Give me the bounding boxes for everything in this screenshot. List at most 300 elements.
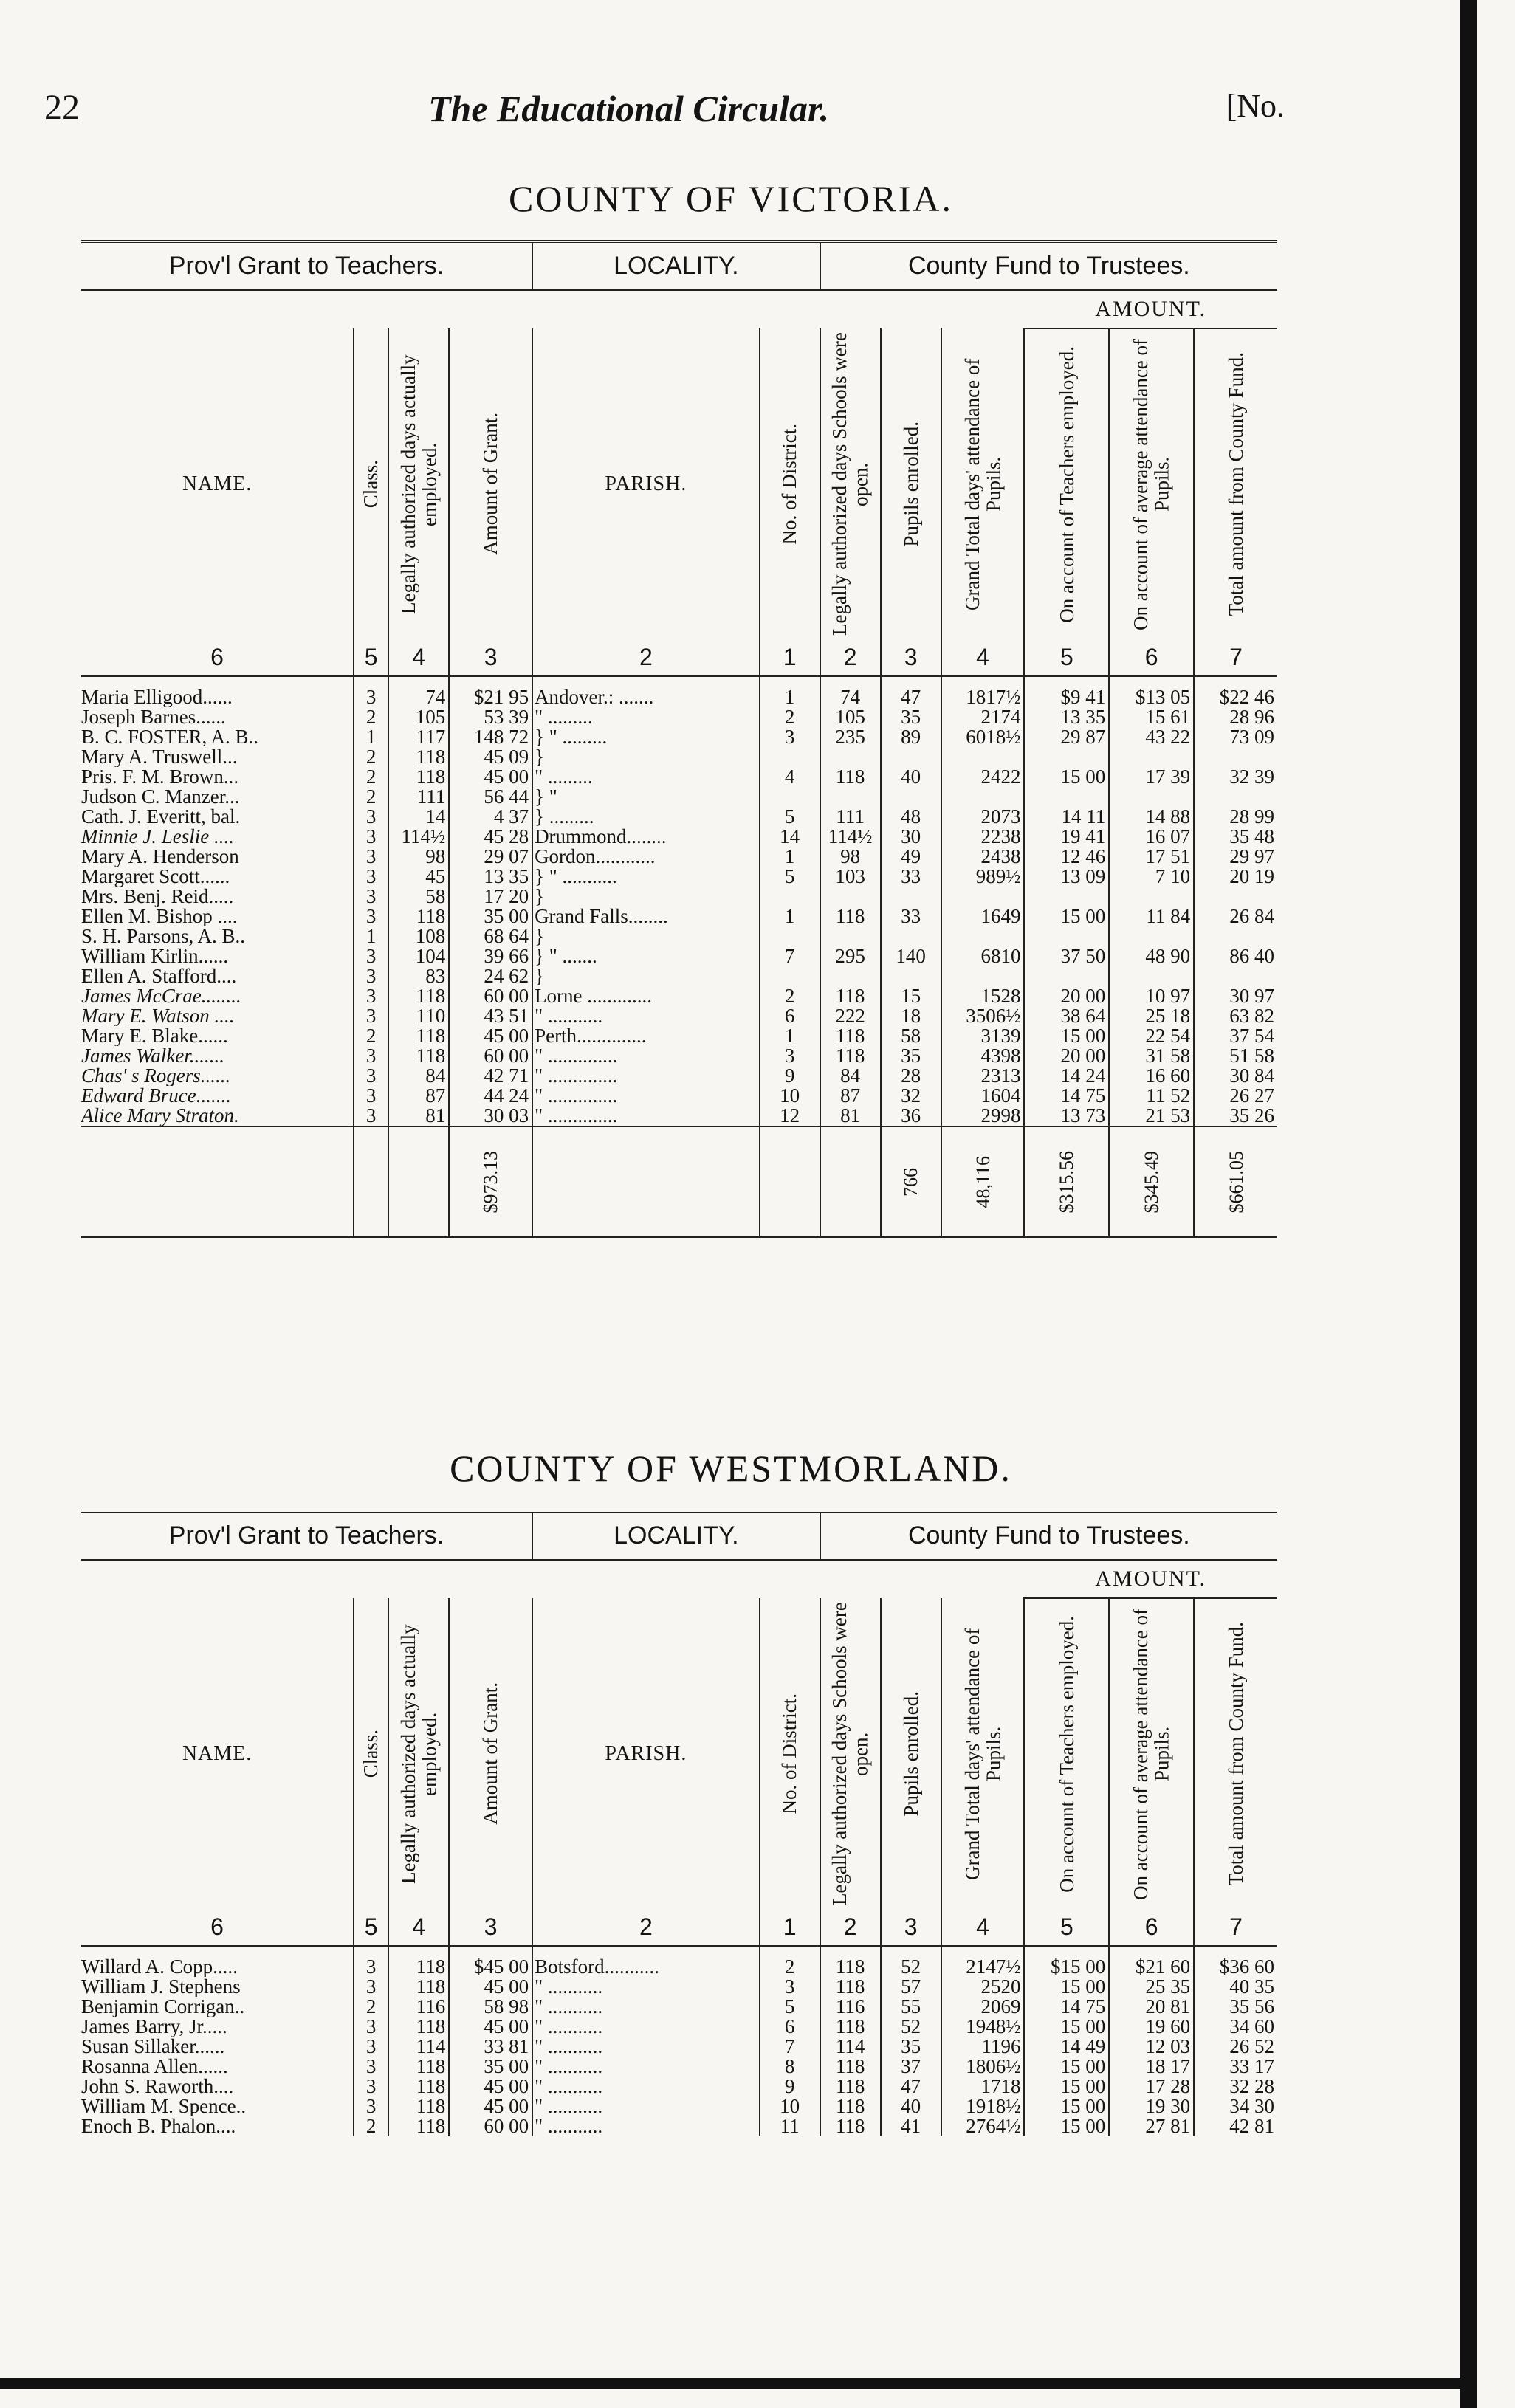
- class-col-header: Class.: [354, 328, 388, 639]
- grant-cell: 13 35: [449, 867, 532, 887]
- class-cell: 3: [354, 827, 388, 847]
- days-open-cell: [820, 787, 881, 807]
- grant-cell: 60 00: [449, 2116, 532, 2136]
- class-cell: 2: [354, 707, 388, 727]
- class-col-header: Class.: [354, 1598, 388, 1909]
- pupils-cell: 33: [881, 907, 941, 926]
- attendance-cell: 2069: [941, 1997, 1025, 2017]
- district-cell: 2: [760, 986, 820, 1006]
- number-label: [No.: [1226, 88, 1285, 124]
- column-number: 7: [1194, 1909, 1277, 1946]
- attendance-cell: 1718: [941, 2077, 1025, 2096]
- average-amount-cell: 31 58: [1109, 1046, 1194, 1066]
- teachers-amount-cell: 20 00: [1024, 1046, 1109, 1066]
- attendance-cell: 2438: [941, 847, 1025, 867]
- parish-cell: " ..............: [532, 1046, 760, 1066]
- total-empty: [354, 1126, 388, 1237]
- table-row: [81, 2077, 1277, 2096]
- total-amount-cell: 20 19: [1229, 867, 1274, 887]
- table-row: [81, 2037, 1277, 2057]
- grant-cell: 45 00: [449, 2017, 532, 2037]
- days-employed-cell: 98: [388, 847, 449, 867]
- attendance-cell: 1918½: [941, 2096, 1025, 2116]
- column-number: 1: [760, 639, 820, 676]
- district-col-header: No. of District.: [760, 328, 820, 639]
- teacher-name: Minnie J. Leslie ....: [81, 827, 354, 847]
- table-row: [81, 827, 1277, 847]
- total-grant: [449, 1126, 532, 1237]
- days-employed-cell: 111: [388, 787, 449, 807]
- days-open-cell: [820, 747, 881, 767]
- victoria-title: COUNTY OF VICTORIA.: [509, 178, 953, 219]
- total-pupils: [881, 1126, 941, 1237]
- teacher-name: William M. Spence..: [81, 2096, 354, 2116]
- district-cell: 9: [760, 2077, 820, 2096]
- total-amount-cell: 28 96: [1229, 707, 1274, 727]
- days-employed-cell: 118: [388, 986, 449, 1006]
- class-cell: 2: [354, 1026, 388, 1046]
- column-number: 6: [81, 639, 354, 676]
- grant-cell: 4 37: [449, 807, 532, 827]
- parish-cell: " ...........: [532, 2017, 760, 2037]
- total-amount-cell: $22 46: [1219, 686, 1274, 707]
- parish-cell: " ...........: [532, 1977, 760, 1997]
- pupils-cell: 89: [881, 727, 941, 747]
- parish-cell: Drummond........: [532, 827, 760, 847]
- parish-cell: } " .......: [532, 946, 760, 966]
- teachers-amount-cell: 13 73: [1024, 1106, 1109, 1126]
- amount-spacer: [81, 290, 1024, 328]
- days-open-cell: [820, 887, 881, 907]
- grant-cell: 58 98: [449, 1997, 532, 2017]
- parish-cell: " ...........: [532, 1006, 760, 1026]
- pupils-cell: 48: [881, 807, 941, 827]
- teachers-amount-cell: 15 00: [1024, 2116, 1109, 2136]
- westmorland-title: COUNTY OF WESTMORLAND.: [450, 1448, 1012, 1489]
- amount-header: AMOUNT.: [1024, 290, 1277, 328]
- average-amount-cell: 18 17: [1109, 2057, 1194, 2077]
- table-row: [81, 847, 1277, 867]
- days-open-cell: 118: [820, 767, 881, 787]
- district-cell: 1: [760, 907, 820, 926]
- column-number: 4: [941, 639, 1025, 676]
- total-amount-cell: 35 56: [1229, 1997, 1274, 2017]
- teachers-amount-cell: 37 50: [1024, 946, 1109, 966]
- class-cell: 3: [354, 2057, 388, 2077]
- teacher-name: William Kirlin......: [81, 946, 354, 966]
- total-empty: [532, 1126, 760, 1237]
- days-open-cell: [820, 966, 881, 986]
- days-open-cell: 118: [820, 1046, 881, 1066]
- pupils-cell: 32: [881, 1086, 941, 1106]
- days-open-cell: 84: [820, 1066, 881, 1086]
- grant-cell: 33 81: [449, 2037, 532, 2057]
- days-employed-col-header: Legally authorized days actually employed.: [388, 328, 449, 639]
- parish-cell: } " ...........: [532, 867, 760, 887]
- teachers-amount-cell: 14 75: [1024, 1997, 1109, 2017]
- teachers-amount-cell: 15 00: [1024, 2057, 1109, 2077]
- days-open-cell: 105: [820, 707, 881, 727]
- pupils-cell: [881, 787, 941, 807]
- column-number: 2: [532, 639, 760, 676]
- teachers-amount-cell: 15 00: [1024, 1977, 1109, 1997]
- total-empty: [388, 1126, 449, 1237]
- attendance-cell: 1948½: [941, 2017, 1025, 2037]
- days-employed-col-header: Legally authorized days actually employed.: [388, 1598, 449, 1909]
- parish-cell: " ...........: [532, 2037, 760, 2057]
- average-amount-cell: 12 03: [1109, 2037, 1194, 2057]
- teachers-amount-cell: 19 41: [1024, 827, 1109, 847]
- class-cell: 2: [354, 1997, 388, 2017]
- average-amount-cell: [1109, 787, 1194, 807]
- attendance-cell: 2073: [941, 807, 1025, 827]
- pupils-cell: 47: [881, 676, 941, 707]
- average-amount-cell: $21 60: [1109, 1946, 1194, 1977]
- average-amount-cell: 7 10: [1109, 867, 1194, 887]
- table-row: [81, 2017, 1277, 2037]
- attendance-cell: 4398: [941, 1046, 1025, 1066]
- district-cell: [760, 926, 820, 946]
- average-col-header: On account of average attendance of Pupils.: [1109, 328, 1194, 639]
- pupils-cell: 15: [881, 986, 941, 1006]
- pupils-cell: 36: [881, 1106, 941, 1126]
- days-open-cell: 235: [820, 727, 881, 747]
- average-amount-cell: 19 30: [1109, 2096, 1194, 2116]
- days-employed-cell: 84: [388, 1066, 449, 1086]
- table-row: [81, 1046, 1277, 1066]
- parish-cell: " ..............: [532, 1106, 760, 1126]
- attendance-cell: 1196: [941, 2037, 1025, 2057]
- days-employed-cell: 58: [388, 887, 449, 907]
- grant-cell: 45 09: [449, 747, 532, 767]
- table-row: [81, 767, 1277, 787]
- parish-cell: Andover.: .......: [532, 676, 760, 707]
- pupils-cell: 35: [881, 707, 941, 727]
- total-amount-cell: 35 48: [1229, 827, 1274, 847]
- grant-cell: 45 00: [449, 767, 532, 787]
- days-employed-cell: 45: [388, 867, 449, 887]
- teachers-amount-cell: $15 00: [1024, 1946, 1109, 1977]
- days-open-cell: 118: [820, 2096, 881, 2116]
- teachers-amount-cell: 15 00: [1024, 2077, 1109, 2096]
- teacher-name: Margaret Scott......: [81, 867, 354, 887]
- district-cell: 9: [760, 1066, 820, 1086]
- teachers-amount-cell: 20 00: [1024, 986, 1109, 1006]
- total-amount-cell: 34 60: [1229, 2017, 1274, 2037]
- teachers-amount-cell: 14 49: [1024, 2037, 1109, 2057]
- average-amount-cell: [1109, 966, 1194, 986]
- parish-cell: Botsford...........: [532, 1946, 760, 1977]
- average-amount-cell: 27 81: [1109, 2116, 1194, 2136]
- parish-cell: " ...........: [532, 2057, 760, 2077]
- days-employed-cell: 114½: [388, 827, 449, 847]
- grant-cell: 17 20: [449, 887, 532, 907]
- parish-cell: " .........: [532, 707, 760, 727]
- days-employed-cell: 118: [388, 907, 449, 926]
- total-value: $661.05: [1225, 1150, 1247, 1214]
- total-value: $973.13: [480, 1150, 502, 1214]
- attendance-cell: 2422: [941, 767, 1025, 787]
- attendance-col-header: Grand Total days' attendance of Pupils.: [941, 328, 1025, 639]
- district-cell: 5: [760, 867, 820, 887]
- attendance-cell: 2764½: [941, 2116, 1025, 2136]
- days-open-cell: 116: [820, 1997, 881, 2017]
- pupils-cell: [881, 966, 941, 986]
- days-open-col-header: Legally authorized days Schools were open.: [820, 1598, 881, 1909]
- class-cell: 3: [354, 907, 388, 926]
- average-amount-cell: 17 51: [1109, 847, 1194, 867]
- grant-cell: 29 07: [449, 847, 532, 867]
- district-cell: 10: [760, 1086, 820, 1106]
- attendance-cell: 2520: [941, 1977, 1025, 1997]
- running-title: The Educational Circular.: [428, 88, 830, 129]
- total-amount-cell: 28 99: [1229, 807, 1274, 827]
- group-prov-header: Prov'l Grant to Teachers.: [81, 1511, 532, 1560]
- class-cell: 3: [354, 1946, 388, 1977]
- grant-col-header: Amount of Grant.: [449, 1598, 532, 1909]
- average-amount-cell: $13 05: [1109, 676, 1194, 707]
- district-cell: 5: [760, 1997, 820, 2017]
- pupils-cell: 140: [881, 946, 941, 966]
- pupils-col-header: Pupils enrolled.: [881, 1598, 941, 1909]
- grant-cell: 45 00: [449, 1026, 532, 1046]
- total-amount-cell: [1194, 747, 1277, 767]
- attendance-cell: 6810: [941, 946, 1025, 966]
- column-number: 3: [449, 639, 532, 676]
- average-col-header: On account of average attendance of Pupils.: [1109, 1598, 1194, 1909]
- parish-cell: } ": [532, 787, 760, 807]
- average-amount-cell: 11 52: [1109, 1086, 1194, 1106]
- pupils-cell: 52: [881, 1946, 941, 1977]
- class-cell: 3: [354, 867, 388, 887]
- days-employed-cell: 114: [388, 2037, 449, 2057]
- table-row: [81, 676, 1277, 707]
- teachers-amount-cell: [1024, 787, 1109, 807]
- district-cell: 3: [760, 1046, 820, 1066]
- table-row: [81, 1066, 1277, 1086]
- district-cell: 1: [760, 1026, 820, 1046]
- table-row: [81, 747, 1277, 767]
- amount-header: AMOUNT.: [1024, 1560, 1277, 1598]
- victoria-table: [81, 240, 1277, 1238]
- days-employed-cell: 118: [388, 2017, 449, 2037]
- column-number: 2: [532, 1909, 760, 1946]
- column-number: 5: [354, 1909, 388, 1946]
- class-cell: 3: [354, 1006, 388, 1026]
- days-open-cell: 118: [820, 2116, 881, 2136]
- grant-cell: 44 24: [449, 1086, 532, 1106]
- teachers-amount-cell: [1024, 966, 1109, 986]
- class-cell: 3: [354, 2017, 388, 2037]
- days-open-cell: [820, 926, 881, 946]
- attendance-cell: 2238: [941, 827, 1025, 847]
- days-open-cell: 118: [820, 1977, 881, 1997]
- column-number: 5: [354, 639, 388, 676]
- district-cell: 6: [760, 1006, 820, 1026]
- district-cell: [760, 747, 820, 767]
- district-cell: 3: [760, 727, 820, 747]
- teacher-name: Rosanna Allen......: [81, 2057, 354, 2077]
- average-amount-cell: 19 60: [1109, 2017, 1194, 2037]
- total-col-header: Total amount from County Fund.: [1224, 1622, 1247, 1886]
- class-cell: 3: [354, 1977, 388, 1997]
- days-open-cell: 118: [820, 2017, 881, 2037]
- teacher-name: Chas' s Rogers......: [81, 1066, 354, 1086]
- attendance-cell: 1649: [941, 907, 1025, 926]
- bottom-border-rule: [0, 2378, 1477, 2389]
- column-number: 6: [1109, 1909, 1194, 1946]
- group-locality-header: LOCALITY.: [532, 1511, 820, 1560]
- class-cell: 3: [354, 966, 388, 986]
- pupils-cell: 55: [881, 1997, 941, 2017]
- attendance-cell: [941, 966, 1025, 986]
- days-open-cell: 114: [820, 2037, 881, 2057]
- days-open-cell: 98: [820, 847, 881, 867]
- total-amount-cell: [1194, 887, 1277, 907]
- class-cell: 3: [354, 2037, 388, 2057]
- table-row: [81, 2057, 1277, 2077]
- pupils-cell: 41: [881, 2116, 941, 2136]
- parish-cell: } " .........: [532, 727, 760, 747]
- teacher-name: Edward Bruce.......: [81, 1086, 354, 1106]
- teacher-name: Maria Elligood......: [81, 676, 354, 707]
- grant-cell: 35 00: [449, 907, 532, 926]
- total-amount-cell: 32 28: [1229, 2077, 1274, 2096]
- district-cell: 10: [760, 2096, 820, 2116]
- pupils-cell: 52: [881, 2017, 941, 2037]
- days-open-cell: 114½: [820, 827, 881, 847]
- days-employed-cell: 118: [388, 767, 449, 787]
- attendance-cell: 989½: [941, 867, 1025, 887]
- column-number: 5: [1024, 639, 1109, 676]
- group-county-header: County Fund to Trustees.: [820, 241, 1277, 290]
- days-open-cell: 87: [820, 1086, 881, 1106]
- days-open-cell: 118: [820, 907, 881, 926]
- teacher-name: Mary E. Blake......: [81, 1026, 354, 1046]
- table-row: [81, 1086, 1277, 1106]
- attendance-cell: 1817½: [941, 676, 1025, 707]
- total-col-header: Total amount from County Fund.: [1224, 352, 1247, 616]
- teachers-amount-cell: 15 00: [1024, 767, 1109, 787]
- days-employed-cell: 118: [388, 1026, 449, 1046]
- days-employed-cell: 83: [388, 966, 449, 986]
- right-border-rule: [1460, 0, 1477, 2408]
- total-value: $315.56: [1056, 1150, 1078, 1214]
- grant-cell: 24 62: [449, 966, 532, 986]
- parish-cell: Perth..............: [532, 1026, 760, 1046]
- days-employed-cell: 14: [388, 807, 449, 827]
- grant-cell: $21 95: [449, 676, 532, 707]
- days-employed-cell: 105: [388, 707, 449, 727]
- teacher-name: B. C. FOSTER, A. B..: [81, 727, 354, 747]
- teachers-amount-cell: 13 35: [1024, 707, 1109, 727]
- average-amount-cell: 43 22: [1109, 727, 1194, 747]
- average-amount-cell: 17 39: [1109, 767, 1194, 787]
- total-amount-cell: 73 09: [1229, 727, 1274, 747]
- average-amount-cell: 16 07: [1109, 827, 1194, 847]
- parish-cell: }: [532, 887, 760, 907]
- teacher-name: Susan Sillaker......: [81, 2037, 354, 2057]
- district-cell: 1: [760, 676, 820, 707]
- parish-cell: Lorne .............: [532, 986, 760, 1006]
- total-amount-cell: 51 58: [1229, 1046, 1274, 1066]
- average-amount-cell: [1109, 926, 1194, 946]
- table-row: [81, 1946, 1277, 1977]
- attendance-cell: 2998: [941, 1106, 1025, 1126]
- column-number: 4: [941, 1909, 1025, 1946]
- class-cell: 3: [354, 986, 388, 1006]
- district-cell: 11: [760, 2116, 820, 2136]
- district-cell: [760, 966, 820, 986]
- grant-cell: 45 00: [449, 1977, 532, 1997]
- days-open-cell: 81: [820, 1106, 881, 1126]
- attendance-cell: 2174: [941, 707, 1025, 727]
- days-employed-cell: 118: [388, 2096, 449, 2116]
- days-open-cell: 74: [820, 676, 881, 707]
- teachers-amount-cell: 29 87: [1024, 727, 1109, 747]
- teachers-amount-cell: 15 00: [1024, 2096, 1109, 2116]
- total-amount-cell: 86 40: [1229, 946, 1274, 966]
- teachers-amount-cell: 38 64: [1024, 1006, 1109, 1026]
- teachers-amount-cell: 13 09: [1024, 867, 1109, 887]
- teachers-amount-cell: [1024, 887, 1109, 907]
- table-row: [81, 887, 1277, 907]
- parish-cell: " ..............: [532, 1066, 760, 1086]
- district-cell: 6: [760, 2017, 820, 2037]
- table-row: [81, 2116, 1277, 2136]
- parish-col-header: PARISH.: [532, 1598, 760, 1909]
- days-employed-cell: 110: [388, 1006, 449, 1026]
- days-employed-cell: 81: [388, 1106, 449, 1126]
- teacher-name: Mary A. Henderson: [81, 847, 354, 867]
- teachers-amount-cell: [1024, 747, 1109, 767]
- teachers-amount-cell: 14 11: [1024, 807, 1109, 827]
- average-amount-cell: [1109, 887, 1194, 907]
- days-employed-cell: 118: [388, 2057, 449, 2077]
- days-employed-cell: 108: [388, 926, 449, 946]
- column-number: 7: [1194, 639, 1277, 676]
- average-amount-cell: 14 88: [1109, 807, 1194, 827]
- class-cell: 1: [354, 727, 388, 747]
- teachers-col-header: On account of Teachers employed.: [1024, 1598, 1109, 1909]
- total-amount-cell: 63 82: [1229, 1006, 1274, 1026]
- days-open-col-header: Legally authorized days Schools were open.: [820, 328, 881, 639]
- class-cell: 3: [354, 1086, 388, 1106]
- total-empty: [820, 1126, 881, 1237]
- grant-cell: 60 00: [449, 1046, 532, 1066]
- attendance-cell: 2147½: [941, 1946, 1025, 1977]
- district-cell: 4: [760, 767, 820, 787]
- teacher-name: James Barry, Jr.....: [81, 2017, 354, 2037]
- class-cell: 3: [354, 1106, 388, 1126]
- table-row: [81, 807, 1277, 827]
- teachers-amount-cell: 15 00: [1024, 907, 1109, 926]
- class-cell: 2: [354, 767, 388, 787]
- average-amount-cell: 16 60: [1109, 1066, 1194, 1086]
- total-amount-cell: 42 81: [1229, 2116, 1274, 2136]
- column-number: 6: [81, 1909, 354, 1946]
- teachers-col-header: On account of Teachers employed.: [1024, 328, 1109, 639]
- group-county-header: County Fund to Trustees.: [820, 1511, 1277, 1560]
- teacher-name: John S. Raworth....: [81, 2077, 354, 2096]
- table-row: [81, 986, 1277, 1006]
- attendance-cell: 1528: [941, 986, 1025, 1006]
- teacher-name: Mrs. Benj. Reid.....: [81, 887, 354, 907]
- grant-cell: 148 72: [449, 727, 532, 747]
- column-number: 2: [820, 639, 881, 676]
- pupils-cell: 33: [881, 867, 941, 887]
- pupils-cell: 40: [881, 767, 941, 787]
